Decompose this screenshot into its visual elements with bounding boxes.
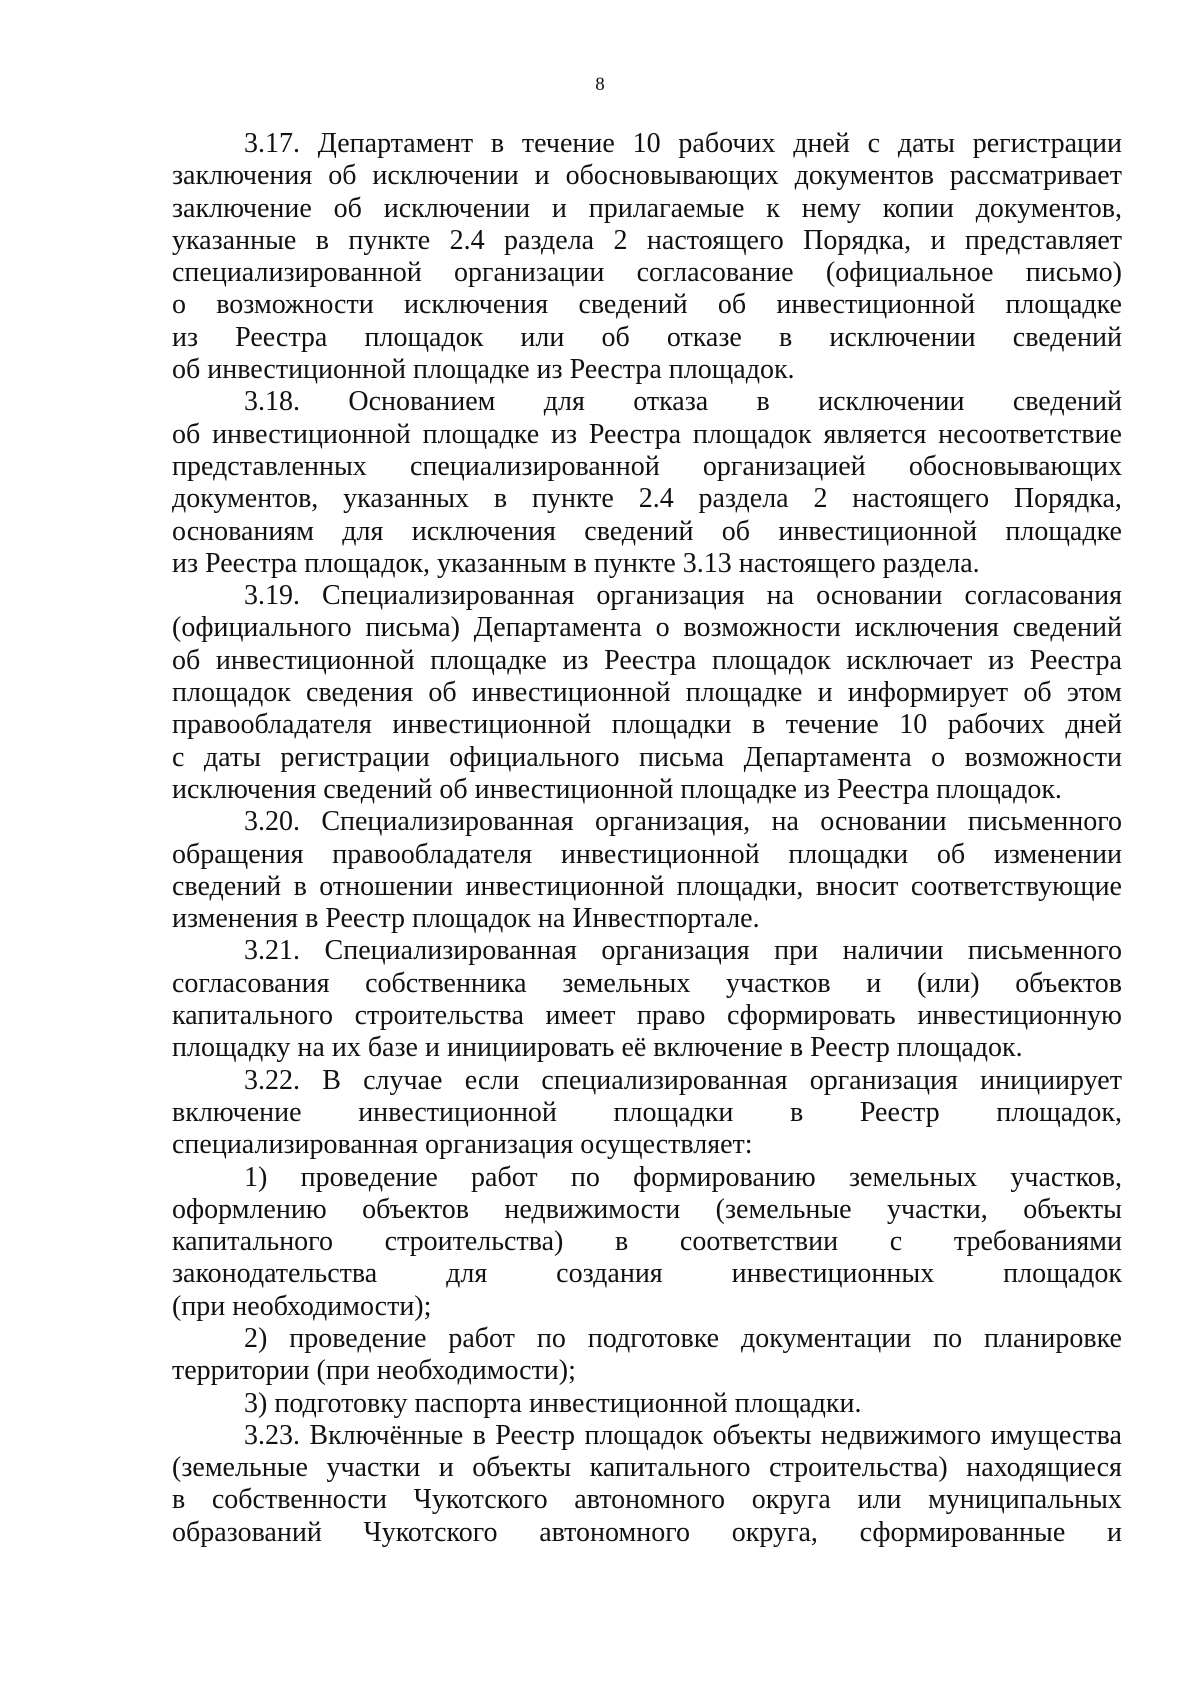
- text-line: 3.21. Специализированная организация при наличии письменного: [244, 935, 1122, 967]
- text-line: согласования собственника земельных участков и (или) объектов: [172, 967, 1122, 999]
- document-body: [172, 128, 1122, 1549]
- text-line: специализированная организация осуществляет:: [172, 1129, 753, 1161]
- text-line: (официального письма) Департамента о возможности исключения сведений: [172, 612, 1122, 644]
- text-line: 3.23. Включённые в Реестр площадок объекты недвижимого имущества: [244, 1419, 1122, 1451]
- text-line: изменения в Реестр площадок на Инвестпортале.: [172, 903, 760, 935]
- text-line: специализированной организации согласование (официальное письмо): [172, 257, 1122, 289]
- text-line: исключения сведений об инвестиционной площадке из Реестра площадок.: [172, 773, 1062, 805]
- text-line: законодательства для создания инвестиционных площадок: [172, 1258, 1122, 1290]
- text-line: документов, указанных в пункте 2.4 раздела 2 настоящего Порядка,: [172, 483, 1122, 515]
- text-line: заключения об исключении и обосновывающих документов рассматривает: [172, 160, 1122, 192]
- text-line: представленных специализированной организацией обосновывающих: [172, 450, 1122, 482]
- text-line: в собственности Чукотского автономного округа или муниципальных: [172, 1484, 1122, 1516]
- text-line: 3.19. Специализированная организация на основании согласования: [244, 580, 1122, 612]
- text-line: территории (при необходимости);: [172, 1355, 576, 1387]
- text-line: из Реестра площадок, указанным в пункте 3.13 настоящего раздела.: [172, 547, 980, 579]
- text-line: 2) проведение работ по подготовке документации по планировке: [244, 1322, 1122, 1354]
- text-line: капитального строительства имеет право сформировать инвестиционную: [172, 1000, 1122, 1032]
- text-line: о возможности исключения сведений об инвестиционной площадке: [172, 289, 1122, 321]
- text-line: из Реестра площадок или об отказе в исключении сведений: [172, 321, 1122, 353]
- text-line: 3.22. В случае если специализированная организация инициирует: [244, 1064, 1122, 1096]
- text-line: 3) подготовку паспорта инвестиционной площадки.: [244, 1387, 862, 1419]
- text-line: обращения правообладателя инвестиционной площадки об изменении: [172, 838, 1122, 870]
- text-line: (земельные участки и объекты капитального строительства) находящиеся: [172, 1452, 1122, 1484]
- text-line: оформлению объектов недвижимости (земельные участки, объекты: [172, 1193, 1122, 1225]
- text-line: об инвестиционной площадке из Реестра площадок исключает из Реестра: [172, 644, 1122, 676]
- text-line: 3.20. Специализированная организация, на основании письменного: [244, 806, 1122, 838]
- text-line: с даты регистрации официального письма Департамента о возможности: [172, 741, 1122, 773]
- text-line: площадок сведения об инвестиционной площадке и информирует об этом: [172, 677, 1122, 709]
- text-line: площадку на их базе и инициировать её включение в Реестр площадок.: [172, 1032, 1023, 1064]
- text-line: (при необходимости);: [172, 1290, 432, 1322]
- text-line: указанные в пункте 2.4 раздела 2 настоящего Порядка, и представляет: [172, 224, 1122, 256]
- text-line: капитального строительства) в соответствии с требованиями: [172, 1226, 1122, 1258]
- text-line: об инвестиционной площадке из Реестра площадок.: [172, 354, 795, 386]
- text-line: заключение об исключении и прилагаемые к нему копии документов,: [172, 192, 1122, 224]
- text-line: образований Чукотского автономного округа, сформированные и: [172, 1516, 1122, 1548]
- text-line: 1) проведение работ по формированию земельных участков,: [244, 1161, 1122, 1193]
- text-line: об инвестиционной площадке из Реестра площадок является несоответствие: [172, 418, 1122, 450]
- text-line: правообладателя инвестиционной площадки в течение 10 рабочих дней: [172, 709, 1122, 741]
- text-line: основаниям для исключения сведений об инвестиционной площадке: [172, 515, 1122, 547]
- text-line: 3.17. Департамент в течение 10 рабочих дней с даты регистрации: [244, 128, 1122, 159]
- text-line: включение инвестиционной площадки в Реестр площадок,: [172, 1096, 1122, 1128]
- text-line: сведений в отношении инвестиционной площадки, вносит соответствующие: [172, 870, 1122, 902]
- page-number: 8: [595, 74, 605, 95]
- text-line: 3.18. Основанием для отказа в исключении сведений: [244, 386, 1122, 418]
